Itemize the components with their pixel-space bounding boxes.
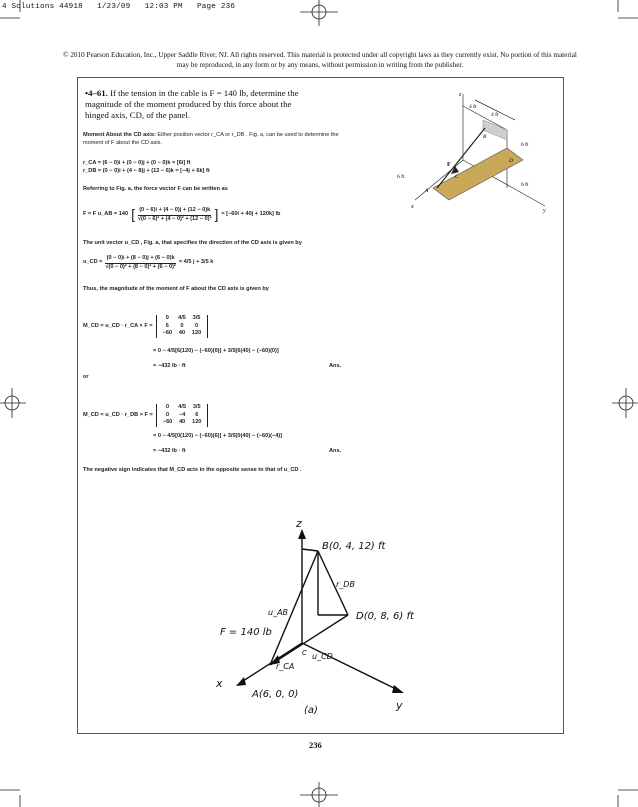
top-f-label: F [447,162,451,168]
bottom-f-label: F = 140 lb [220,627,272,638]
problem-statement [85,88,300,121]
determinant-2: 0 4/5 3/5 0 −4 6 −60 40 120 [156,404,209,427]
problem-text: If the tension in the cable is F = 140 lb, determine the magnitude of the moment produced by this force about the hinged axis, CD, of the panel. [85,88,299,120]
bottom-c-label: C [302,649,307,657]
top-dim-4ft-b: 4 ft [491,112,499,118]
bottom-z-label: z [296,517,302,530]
r-db-equation: r_DB = (0 − 0)i + (4 − 8)j + (12 − 6)k = [−4j + 6k] ft [83,167,210,174]
top-a-label: A [425,188,429,194]
force-equation: F = F u_AB = 140 [ (0 − 6)i + (4 − 0)j + (12 − 0)k √(0 − 6)² + (4 − 0)² + (12 − 0)² ] = [−60i + 40j + 120k] lb [83,206,281,223]
bottom-x-arrow [236,677,246,686]
answer-label-1: Ans. [329,363,342,369]
top-d-label: D [509,158,513,164]
solution-heading-text: Either position vector r_CA or r_DB . Fig. a, can be used to determine the moment of F about the CD axis. [83,132,339,146]
or-text: or [83,374,89,380]
solution-intro [83,132,343,147]
moment-equation-1 [83,315,208,338]
unit-vector-equation [83,255,213,271]
m2-expansion: = 0 − 4/5[0(120) − (−60)(6)] + 3/5[0(40) − (−60)(−4)] [153,433,283,439]
ucd-rhs: = 4/5 j + 3/5 k [178,259,214,266]
m2-result: = −432 lb · ft [153,448,186,454]
force-rhs: = [−60i + 40j + 120k] lb [221,211,281,218]
bottom-b-label: B(0, 4, 12) ft [322,541,386,552]
top-y-label: y [543,208,546,214]
m2-lhs: M_CD = u_CD · r_DB × F = [83,411,153,418]
top-x-label: x [411,204,414,210]
problem-number: •4–61. [85,88,108,98]
m1-expansion: = 0 − 4/5[6(120) − (−60)(0)] + 3/5[6(40) − (−60)(0)] [153,348,279,354]
bottom-rdb-label: r_DB [336,580,355,589]
top-z-label: z [459,92,462,98]
top-dim-6ft-b: 6 ft [521,182,529,188]
answer-label-2: Ans. [329,448,342,454]
m1-lhs: M_CD = u_CD · r_CA × F = [83,322,153,329]
force-denominator: √(0 − 6)² + (4 − 0)² + (12 − 0)² [137,215,212,222]
ucd-denominator: √(0 − 0)² + (8 − 0)² + (6 − 0)² [105,263,176,270]
top-c-label: C [455,174,459,180]
m1-result: = −432 lb · ft [153,363,186,369]
wall-bracket-shape [483,120,507,140]
bottom-a-label: A(6, 0, 0) [252,689,299,700]
thus-text: Thus, the magnitude of the moment of F about the CD axis is given by [83,286,269,292]
bottom-d-label: D(0, 8, 6) ft [356,611,414,622]
page-number: 236 [309,740,322,750]
bottom-ucd-label: u_CD [312,652,333,661]
ucd-numerator: (0 − 0)i + (8 − 0)j + (6 − 0)k [106,255,175,261]
negative-sign-note: The negative sign indicates that M_CD acts in the opposite sense to that of u_CD . [83,467,302,473]
vector-figure [210,515,440,725]
copyright-notice: © 2010 Pearson Education, Inc., Upper Saddle River, NJ. All rights reserved. This material is protected under all copyright laws as they currently exist. No portion of this material may be reproduced, in any form or by any means, without permission in writing from the publisher. [63,51,577,69]
top-dim-6ft-c: 6 ft [397,174,405,180]
bottom-z-arrow [298,529,306,539]
print-header: 4 Solutions 44918 1/23/09 12:03 PM Page 236 [2,3,236,11]
r-ca-equation: r_CA = (6 − 0)i + (0 − 0)j + (0 − 0)k = [6i] ft [83,160,191,166]
ucd-lhs: u_CD = [83,259,103,266]
top-dim-4ft-a: 4 ft [469,104,477,110]
force-numerator: (0 − 6)i + (4 − 0)j + (12 − 0)k [139,207,211,213]
solution-heading: Moment About the CD axis: [83,132,156,138]
panel-figure [375,88,555,218]
top-b-label: B [483,134,487,140]
bottom-uab-label: u_AB [268,608,289,617]
position-vectors [83,160,343,175]
bottom-y-arrow [392,685,404,693]
bottom-y-label: y [396,699,403,712]
unit-vector-text: The unit vector u_CD , Fig. a, that specifies the direction of the CD axis is given by [83,240,302,246]
top-dim-6ft-a: 6 ft [521,142,529,148]
bottom-x-label: x [216,677,223,690]
determinant-1: 0 4/5 3/5 6 0 0 −60 40 120 [156,315,209,338]
force-ref-text: Referring to Fig. a, the force vector F can be written as [83,186,228,192]
bottom-rca-label: r_CA [276,662,295,671]
moment-equation-2 [83,404,208,427]
force-arrow-head [451,166,459,174]
figure-caption: (a) [304,705,318,716]
force-lhs: F = F u_AB = 140 [83,211,129,218]
